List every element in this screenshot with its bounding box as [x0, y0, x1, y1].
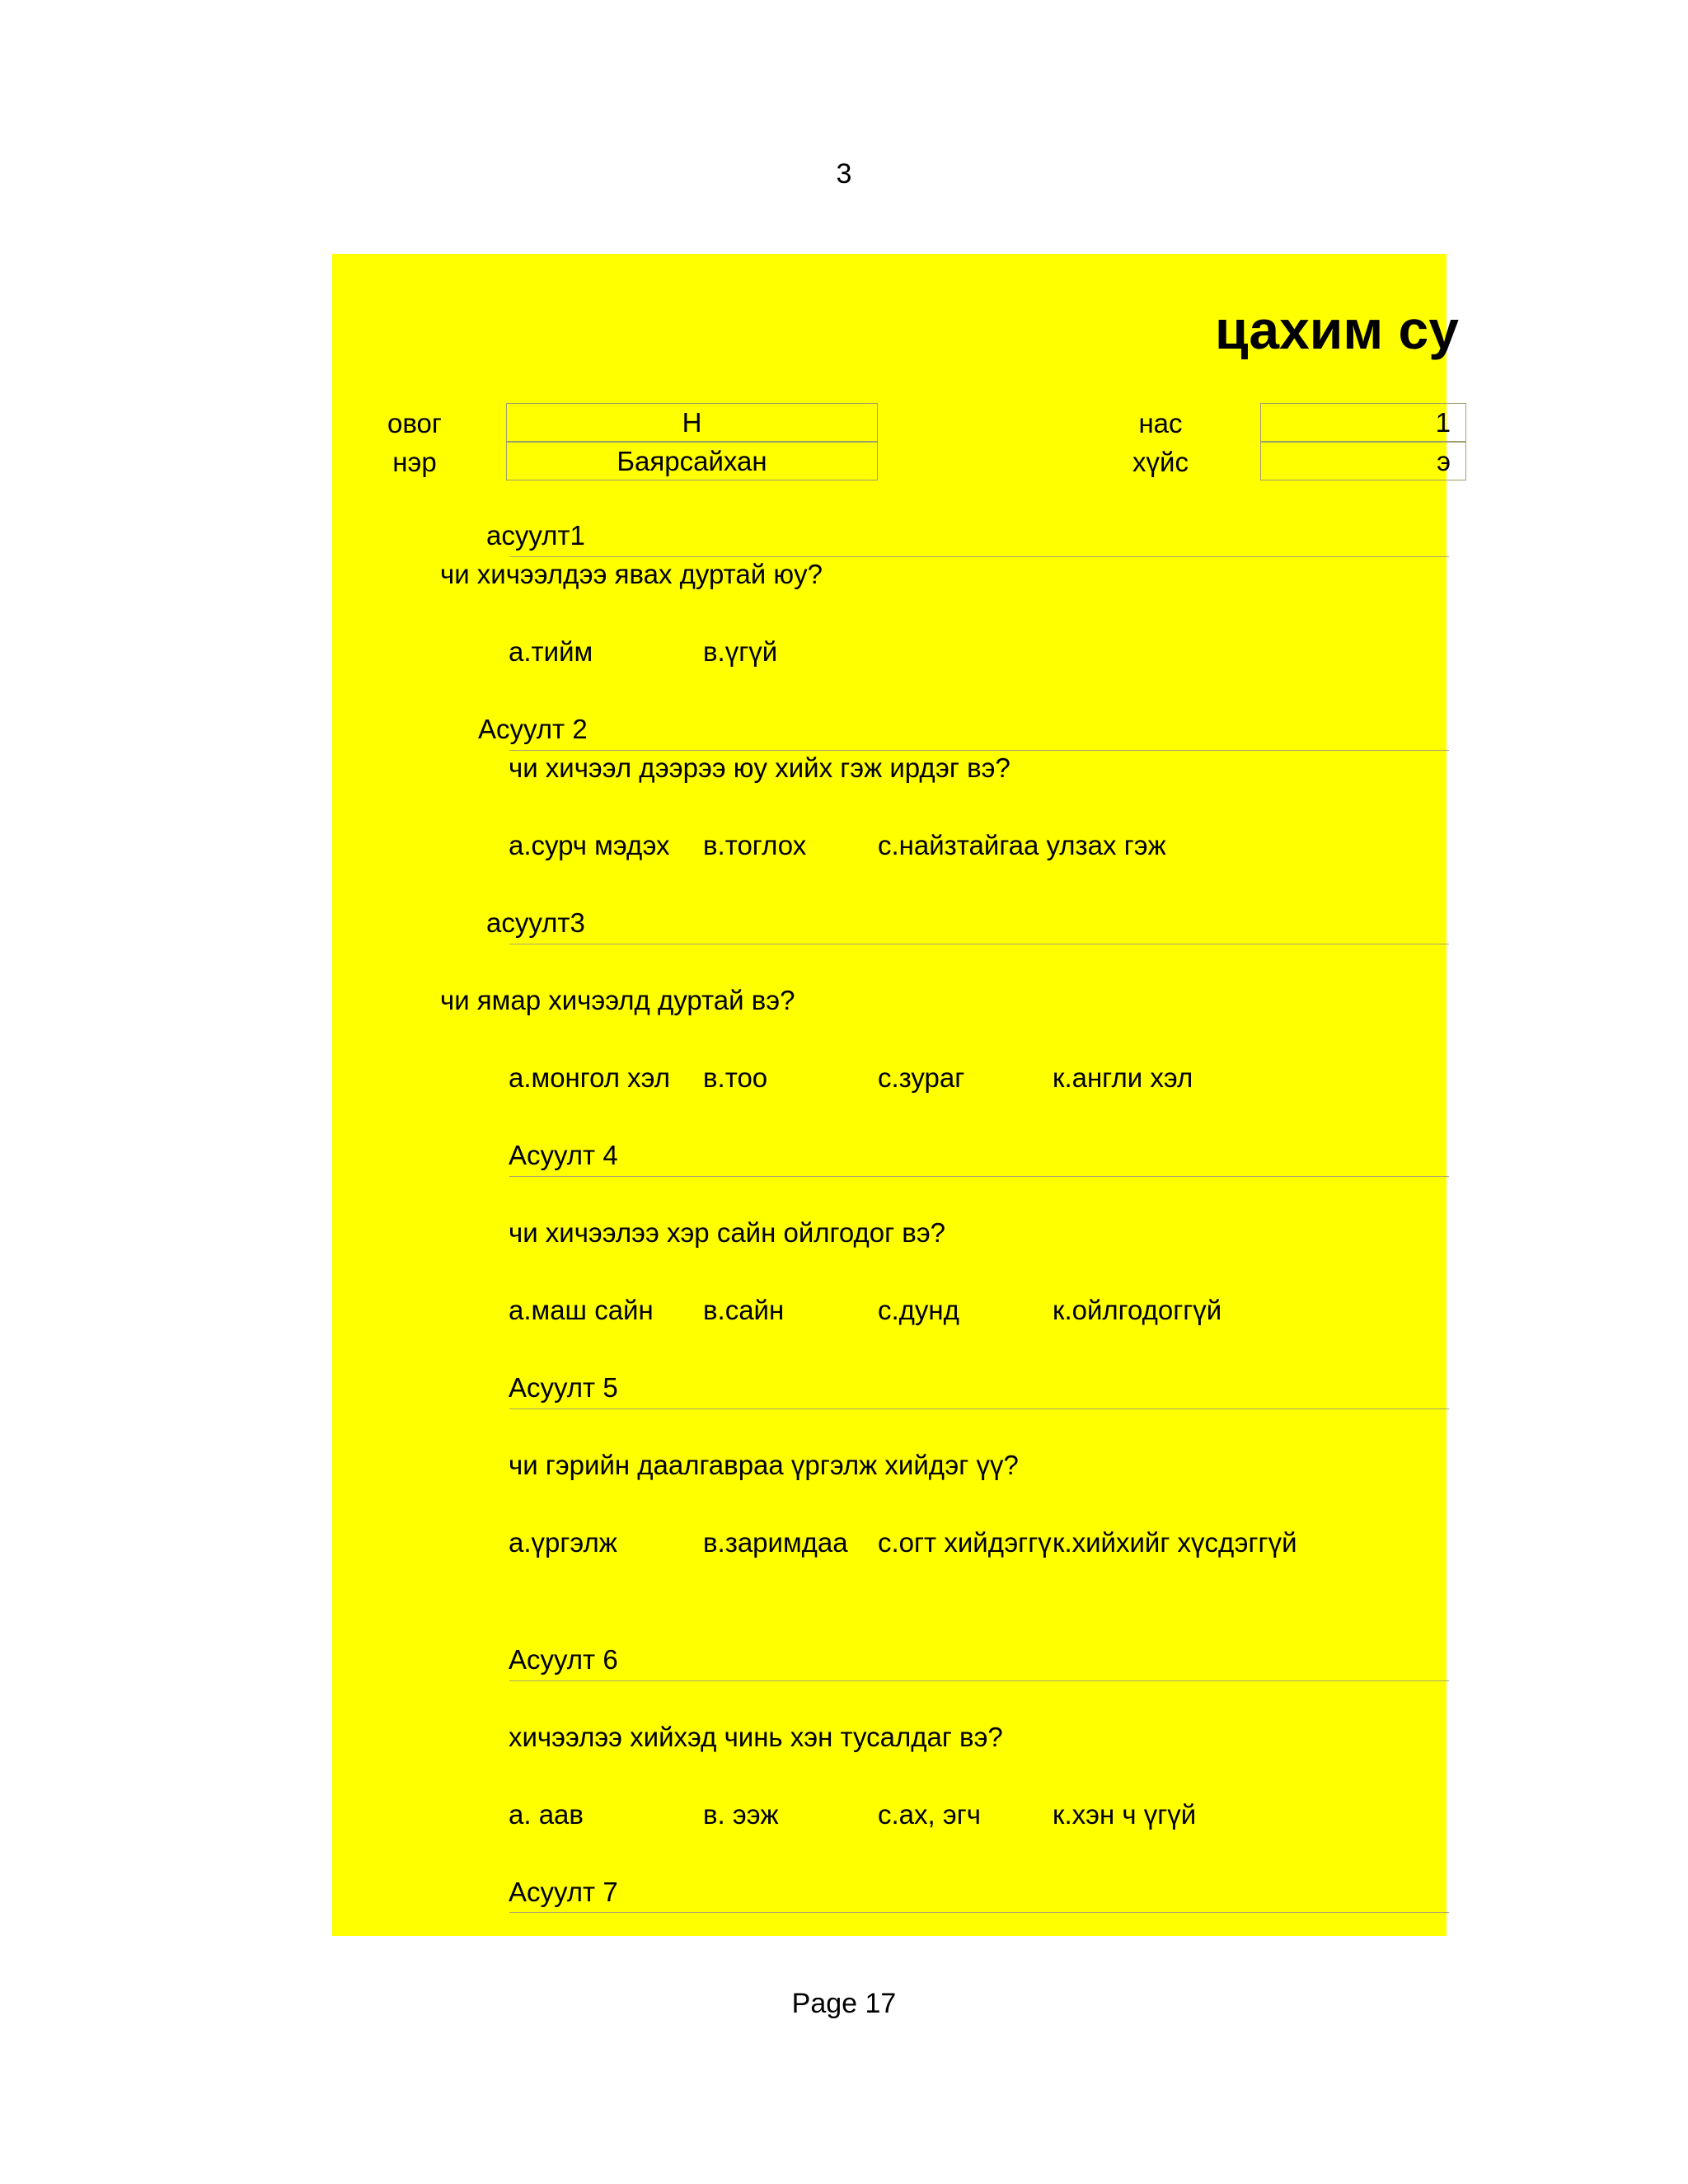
- question-3-option-a[interactable]: а.монгол хэл: [509, 1062, 671, 1093]
- question-4-option-c[interactable]: с.дунд: [878, 1295, 959, 1325]
- question-2-option-a[interactable]: а.сурч мэдэх: [509, 830, 670, 860]
- age-field[interactable]: 1: [1260, 403, 1466, 442]
- question-5-option-c[interactable]: с.огт хийдэггү: [878, 1527, 1052, 1558]
- question-6-option-c[interactable]: с.ах, эгч: [878, 1799, 981, 1830]
- surname-field[interactable]: Н: [506, 403, 878, 442]
- question-6-divider: [509, 1680, 1449, 1681]
- question-2-divider: [509, 750, 1449, 751]
- question-3-option-d[interactable]: к.англи хэл: [1053, 1062, 1193, 1093]
- question-1-text: чи хичээлдээ явах дуртай юу?: [440, 559, 823, 589]
- question-3-option-c[interactable]: с.зураг: [878, 1062, 965, 1093]
- question-6-option-a[interactable]: а. аав: [509, 1799, 584, 1830]
- question-1-option-b[interactable]: в.үгүй: [703, 636, 778, 667]
- question-4-divider: [509, 1176, 1449, 1177]
- question-2-option-c[interactable]: с.найзтайгаа улзах гэж: [878, 830, 1166, 860]
- survey-sheet: [332, 254, 1459, 1936]
- question-1-divider: [509, 556, 1449, 557]
- gender-field[interactable]: э: [1260, 442, 1466, 480]
- header-page-number: 3: [836, 158, 852, 190]
- surname-label: овог: [387, 408, 442, 438]
- question-6-text: хичээлээ хийхэд чинь хэн тусалдаг вэ?: [509, 1722, 1003, 1752]
- question-2-label: Асуулт 2: [478, 714, 588, 744]
- question-6-label: Асуулт 6: [509, 1644, 618, 1675]
- question-3-label: асуулт3: [486, 907, 585, 938]
- question-6-option-d[interactable]: к.хэн ч үгүй: [1053, 1799, 1197, 1830]
- question-6-option-b[interactable]: в. ээж: [703, 1799, 779, 1830]
- question-2-option-b[interactable]: в.тоглох: [703, 830, 807, 860]
- question-5-option-b[interactable]: в.заримдаа: [703, 1527, 848, 1558]
- question-4-option-a[interactable]: а.маш сайн: [509, 1295, 654, 1325]
- question-4-label: Асуулт 4: [509, 1140, 618, 1170]
- page-footer: Page 17: [791, 1988, 897, 2019]
- question-7-divider: [509, 1912, 1449, 1913]
- question-4-text: чи хичээлээ хэр сайн ойлгодог вэ?: [509, 1217, 946, 1248]
- form-title: цахим су: [1215, 299, 1459, 360]
- question-1-option-a[interactable]: а.тийм: [509, 636, 593, 667]
- question-5-text: чи гэрийн даалгавраа үргэлж хийдэг үү?: [509, 1450, 1019, 1480]
- name-label: нэр: [392, 447, 437, 477]
- question-5-divider: [509, 1408, 1449, 1409]
- question-3-text: чи ямар хичээлд дуртай вэ?: [440, 985, 795, 1015]
- question-3-option-b[interactable]: в.тоо: [703, 1062, 768, 1093]
- question-5-option-a[interactable]: а.үргэлж: [509, 1527, 617, 1558]
- question-7-label: Асуулт 7: [509, 1877, 618, 1907]
- question-5-option-d[interactable]: к.хийхийг хүсдэггүй: [1053, 1527, 1297, 1558]
- question-1-label: асуулт1: [486, 520, 585, 551]
- name-field[interactable]: Баярсайхан: [506, 442, 878, 480]
- gender-label: хүйс: [1132, 447, 1189, 477]
- question-5-label: Асуулт 5: [509, 1372, 618, 1403]
- question-4-option-b[interactable]: в.сайн: [703, 1295, 785, 1325]
- age-label: нас: [1138, 408, 1183, 438]
- question-2-text: чи хичээл дээрээ юу хийх гэж ирдэг вэ?: [509, 752, 1010, 783]
- question-4-option-d[interactable]: к.ойлгодоггүй: [1053, 1295, 1222, 1325]
